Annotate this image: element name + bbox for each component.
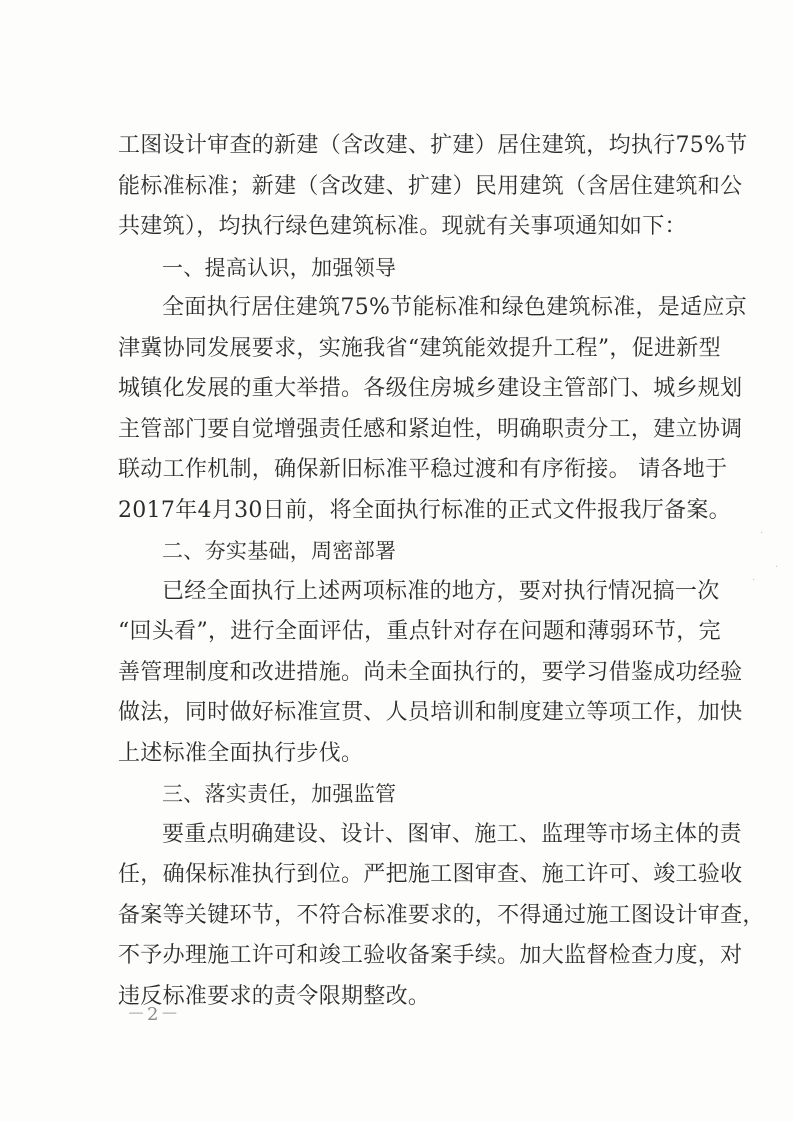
- body-line: 工图设计审查的新建（含改建、扩建）居住建筑，均执行75%节: [118, 133, 748, 158]
- body-line: 不予办理施工许可和竣工验收备案手续。加大监督检查力度，对: [118, 943, 743, 968]
- body-line: 共建筑），均执行绿色建筑标准。现就有关事项通知如下：: [118, 214, 687, 239]
- body-line: 任，确保标准执行到位。严把施工图审查、施工许可、竣工验收: [118, 862, 743, 887]
- section-heading-2: 二、夯实基础，周密部署: [162, 539, 397, 563]
- page-number: －2－: [127, 1004, 181, 1025]
- body-line: 上述标准全面执行步伐。: [118, 740, 364, 766]
- body-line: 津冀协同发展要求，实施我省“建筑能效提升工程”，促进新型: [118, 335, 721, 361]
- body-line: 违反标准要求的责令限期整改。: [118, 983, 431, 1009]
- body-line: 善管理制度和改进措施。尚未全面执行的，要学习借鉴成功经验: [118, 659, 743, 685]
- body-line: 要重点明确建设、设计、图审、施工、监理等市场主体的责: [162, 821, 742, 847]
- body-line: 主管部门要自觉增强责任感和紧迫性，明确职责分工，建立协调: [118, 416, 743, 442]
- body-line: 已经全面执行上述两项标准的地方，要对执行情况搞一次: [162, 578, 720, 604]
- document-body: [118, 126, 765, 1017]
- section-heading-1: 一、提高认识，加强领导: [162, 255, 397, 280]
- body-line: “回头看”，进行全面评估，重点针对存在问题和薄弱环节，完: [118, 619, 721, 644]
- body-line: 做法，同时做好标准宣贯、人员培训和制度建立等项工作，加快: [118, 700, 743, 725]
- body-line: 联动工作机制，确保新旧标准平稳过渡和有序衔接。 请各地于: [118, 457, 728, 482]
- scan-speck: ·: [775, 562, 779, 573]
- body-line: 能标准标准；新建（含改建、扩建）民用建筑（含居住建筑和公: [118, 173, 743, 199]
- body-line: 备案等关键环节，不符合标准要求的，不得通过施工图设计审查，: [118, 902, 765, 928]
- body-line: 全面执行居住建筑75%节能标准和绿色建筑标准，是适应京: [162, 295, 747, 320]
- scan-speck: ·: [752, 575, 756, 586]
- scan-speck: ·: [760, 528, 764, 539]
- section-heading-3: 三、落实责任，加强监管: [162, 782, 397, 806]
- body-line: 城镇化发展的重大举措。各级住房城乡建设主管部门、城乡规划: [118, 376, 743, 401]
- body-line: 2017年4月30日前，将全面执行标准的正式文件报我厅备案。: [118, 497, 731, 523]
